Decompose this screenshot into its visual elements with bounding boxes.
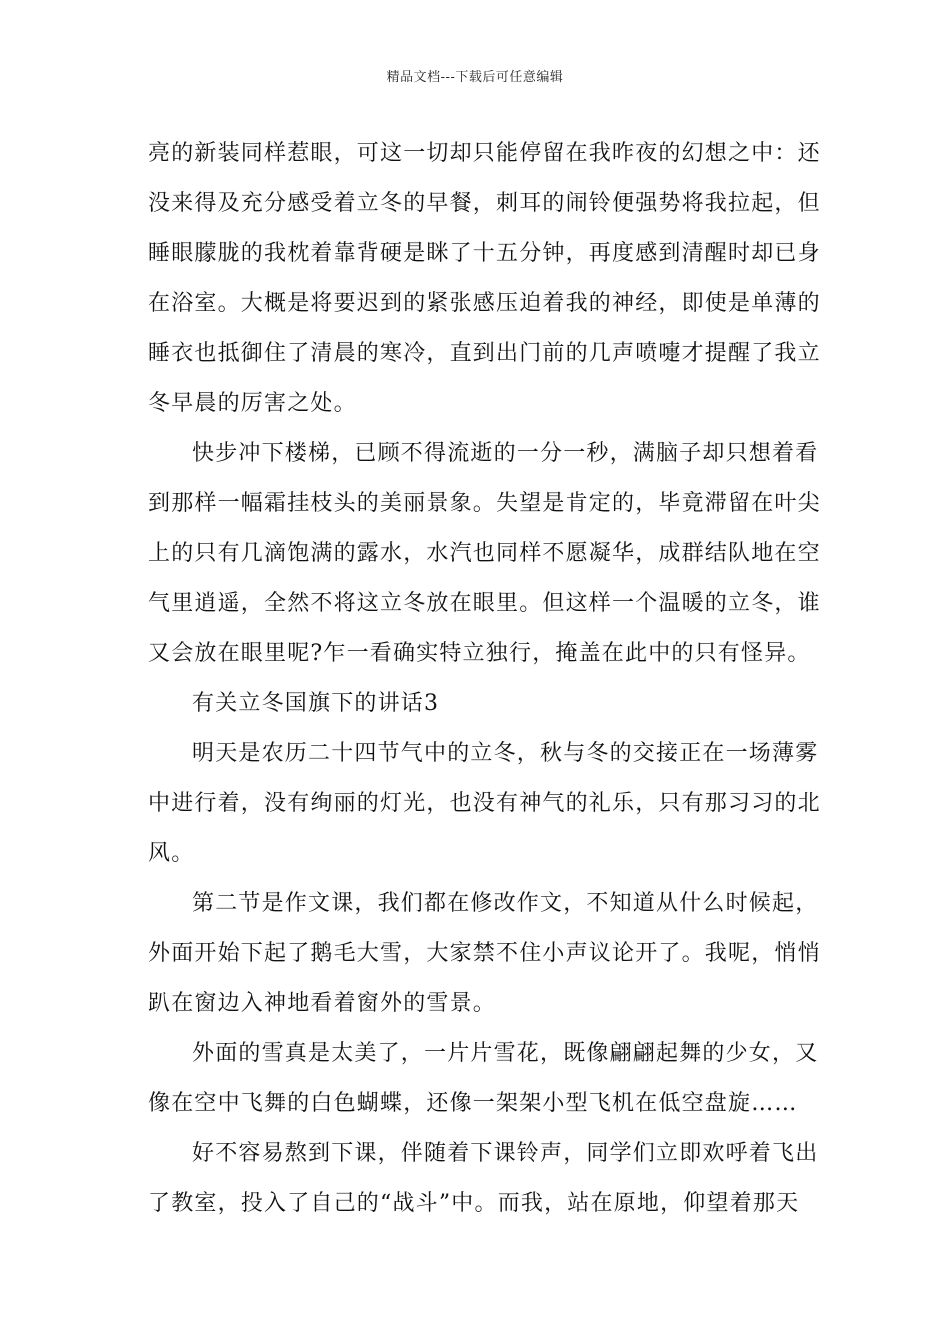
text-line: 又会放在眼里呢?乍一看确实特立独行，掩盖在此中的只有怪异。 — [148, 641, 811, 666]
text-line: 睡衣也抵御住了清晨的寒冷，直到出门前的几声喷嚏才提醒了我立 — [148, 341, 821, 366]
section-heading: 有关立冬国旗下的讲话3 — [192, 691, 440, 716]
text-line: 像在空中飞舞的白色蝴蝶，还像一架架小型飞机在低空盘旋…… — [148, 1091, 798, 1116]
text-line: 冬早晨的厉害之处。 — [148, 391, 357, 416]
text-line: 在浴室。大概是将要迟到的紧张感压迫着我的神经，即使是单薄的 — [148, 291, 821, 316]
text-line: 风。 — [148, 841, 195, 866]
text-line: 睡眼朦胧的我枕着靠背硬是眯了十五分钟，再度感到清醒时却已身 — [148, 241, 821, 266]
text-line: 上的只有几滴饱满的露水，水汽也同样不愿凝华，成群结队地在空 — [148, 541, 821, 566]
text-line: 第二节是作文课，我们都在修改作文，不知道从什么时候起， — [192, 891, 819, 916]
text-line: 亮的新装同样惹眼，可这一切却只能停留在我昨夜的幻想之中：还 — [148, 141, 821, 166]
text-line: 好不容易熬到下课，伴随着下课铃声，同学们立即欢呼着飞出 — [192, 1141, 819, 1166]
text-line: 气里逍遥，全然不将这立冬放在眼里。但这样一个温暖的立冬，谁 — [148, 591, 821, 616]
document-body — [148, 132, 821, 1232]
text-line: 没来得及充分感受着立冬的早餐，刺耳的闹铃便强势将我拉起，但 — [148, 191, 821, 216]
text-line: 中进行着，没有绚丽的灯光，也没有神气的礼乐，只有那习习的北 — [148, 791, 821, 816]
text-line: 外面开始下起了鹅毛大雪，大家禁不住小声议论开了。我呢，悄悄 — [148, 941, 821, 966]
text-line: 快步冲下楼梯，已顾不得流逝的一分一秒，满脑子却只想着看 — [192, 441, 819, 466]
text-line: 外面的雪真是太美了，一片片雪花，既像翩翩起舞的少女，又 — [192, 1041, 819, 1066]
text-line: 了教室，投入了自己的“战斗”中。而我，站在原地，仰望着那天 — [148, 1191, 800, 1216]
page-header: 精品文档---下载后可任意编辑 — [386, 70, 564, 85]
text-line: 趴在窗边入神地看着窗外的雪景。 — [148, 991, 497, 1016]
text-line: 明天是农历二十四节气中的立冬，秋与冬的交接正在一场薄雾 — [192, 741, 819, 766]
text-line: 到那样一幅霜挂枝头的美丽景象。失望是肯定的，毕竟滞留在叶尖 — [148, 491, 821, 516]
